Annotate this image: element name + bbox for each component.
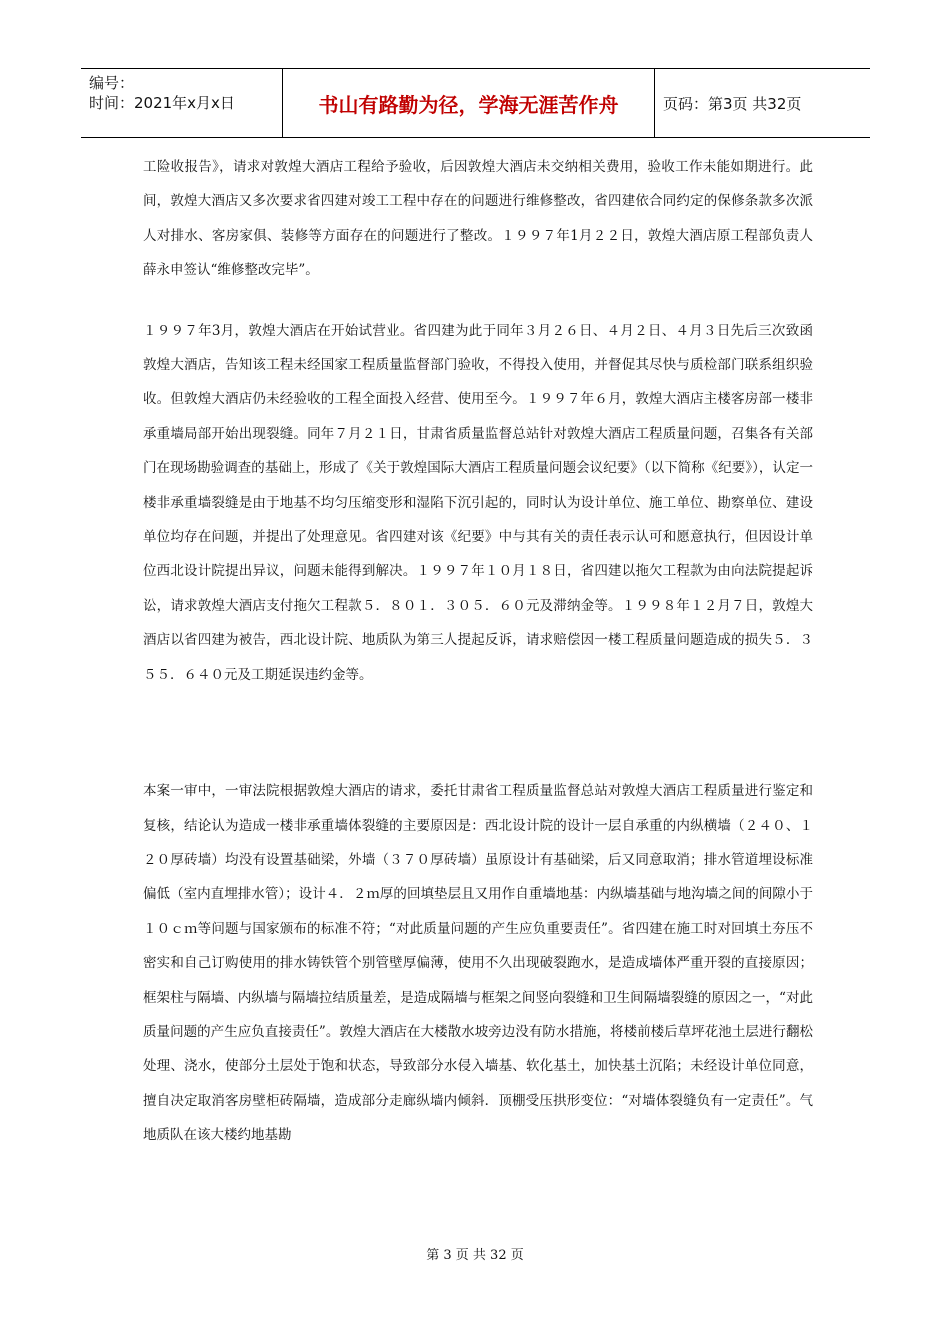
page-header (81, 68, 870, 138)
paragraph-3: 本案一审中，一审法院根据敦煌大酒店的请求，委托甘肃省工程质量监督总站对敦煌大酒店工程质量进行鉴定和复核，结论认为造成一楼非承重墙体裂缝的主要原因是：西北设计院的设计一层自承重的内纵横墙（２４０、１２０厚砖墙）均没有设置基础梁，外墙（３７０厚砖墙）虽原设计有基础梁，后又同意取消；排水管道埋设标准偏低（室内直埋排水管）；设计４．２ｍ厚的回填垫层且又用作自重墙地基：内纵墙基础与地沟墙之间的间隙小于１０ｃｍ等问题与国家颁布的标准不符；“对此质量问题的产生应负重要责任”。省四建在施工时对回填土夯压不密实和自己订购使用的排水铸铁管个别管壁厚偏薄，使用不久出现破裂跑水，是造成墙体严重开裂的直接原因；框架柱与隔墙、内纵墙与隔墙拉结质量差，是造成隔墙与框架之间竖向裂缝和卫生间隔墙裂缝的原因之一，“对此质量问题的产生应负直接责任”。敦煌大酒店在大楼散水坡旁边没有防水措施，将楼前楼后草坪花池土层进行翻松处理、浇水，使部分土层处于饱和状态，导致部分水侵入墙基、软化基土，加快基土沉陷；未经设计单位同意，擅自决定取消客房壁柜砖隔墙，造成部分走廊纵墙内倾斜．顶棚受压拱形变位：“对墙体裂缝负有一定责任”。气地质队在该大楼约地基勘 (143, 783, 813, 1144)
header-meta (81, 69, 283, 137)
document-date-label: 时间：2021年x月x日 (89, 94, 235, 112)
header-motto: 书山有路勤为径，学海无涯苦作舟 (283, 69, 655, 137)
paragraph-1: 工险收报告》，请求对敦煌大酒店工程给予验收，后因敦煌大酒店未交纳相关费用，验收工作未能如期进行。此间，敦煌大酒店又多次要求省四建对竣工工程中存在的问题进行维修整改，省四建依合同约定的保修条款多次派人对排水、客房家俱、装修等方面存在的问题进行了整改。１９９７年1月２２日，敦煌大酒店原工程部负责人薛永申签认“维修整改完毕”。 (143, 159, 813, 279)
page-footer: 第 3 页 共 32 页 (426, 1248, 524, 1263)
paragraph-2: １９９７年3月，敦煌大酒店在开始试营业。省四建为此于同年３月２６日、４月２日、４月３日先后三次致函敦煌大酒店，告知该工程未经国家工程质量监督部门验收，不得投入使用，并督促其尽快与质检部门联系组织验收。但敦煌大酒店仍未经验收的工程全面投入经营、使用至今。１９９７年６月，敦煌大酒店主楼客房部一楼非承重墙局部开始出现裂缝。同年７月２１日，甘肃省质量监督总站针对敦煌大酒店工程质量问题，召集各有关部门在现场勘验调查的基础上，形成了《关于敦煌国际大酒店工程质量问题会议纪要》（以下简称《纪要》），认定一楼非承重墙裂缝是由于地基不均匀压缩变形和湿陷下沉引起的，同时认为设计单位、施工单位、勘察单位、建设单位均存在问题，并提出了处理意见。省四建对该《纪要》中与其有关的责任表示认可和愿意执行，但因设计单位西北设计院提出异议，问题未能得到解决。１９９７年１０月１８日，省四建以拖欠工程款为由向法院提起诉讼，请求敦煌大酒店支付拖欠工程款５．８０１．３０５．６０元及滞纳金等。１９９８年１２月７日，敦煌大酒店以省四建为被告，西北设计院、地质队为第三人提起反诉，请求赔偿因一楼工程质量问题造成的损失５．３５５．６４０元及工期延误违约金等。 (143, 322, 813, 683)
document-body (143, 150, 813, 1153)
header-page-label: 页码：第3页 共32页 (663, 94, 802, 113)
document-number-label: 编号： (89, 74, 135, 92)
